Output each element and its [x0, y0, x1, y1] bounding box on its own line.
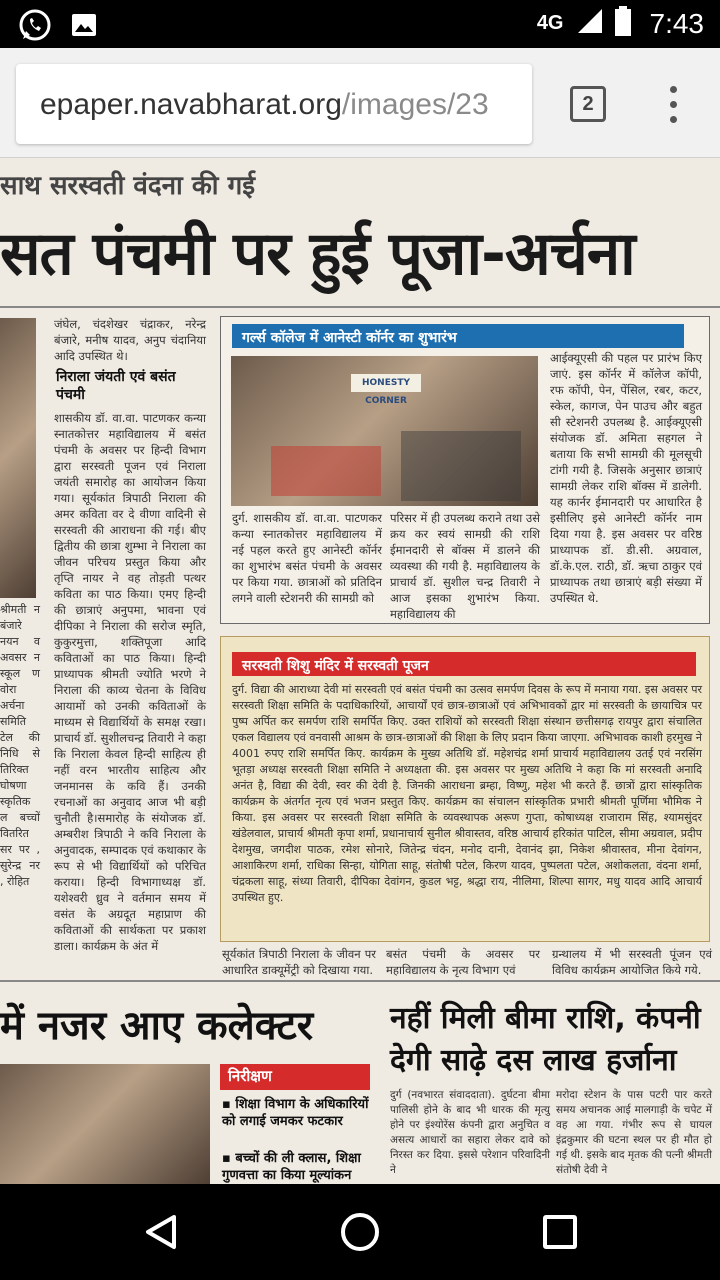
strip-col2: बसंत पंचमी के अवसर पर महाविद्यालय के नृत्य विभाग एवं: [386, 947, 540, 977]
edge-photo: [0, 318, 36, 598]
whatsapp-icon: [18, 8, 52, 46]
insurance-col1: दुर्ग (नवभारत संवाददाता). दुर्घटना बीमा पालिसी होने के बाद भी धारक की मृत्यु होने पर इंश्योरेंस कंपनी द्वारा अनुचित व असत्य आधारों का सहारा लेकर दावे को निरस्त कर दिया. इससे परेशान परिवादिनी ने: [390, 1089, 550, 1176]
classroom-photo: [0, 1064, 210, 1184]
strip-col3: ग्रन्थालय में भी सरस्वती पूंजन एवं विविध कार्यक्रम आयोजित किये गये.: [552, 947, 712, 977]
browser-toolbar: [0, 48, 720, 158]
battery-icon: [614, 6, 632, 41]
honesty-corner-sign: HONESTY CORNER: [351, 374, 421, 392]
tab-switcher-button[interactable]: 2: [570, 86, 606, 122]
box1-title: गर्ल्स कॉलेज में आनेस्टी कॉर्नर का शुभारंभ: [232, 324, 684, 348]
edge-column-text: श्रीमती न बंजारे नयन व अवसर न स्कूल ण वोरा अर्चना समिति टेल की निधि से तिरिक्त घोषणा स्कृतिक ल बच्चों वितरित सर पर , सुरेन्द्र नर , रोहित: [0, 603, 40, 888]
clock: 7:43: [649, 7, 704, 39]
url-domain: epaper.navabharat.org: [40, 88, 342, 121]
left-subhead: निराला जंयती एवं बसंत पंचमी: [56, 369, 176, 403]
status-bar: [0, 0, 720, 48]
epaper-image[interactable]: [0, 158, 720, 1184]
url-bar[interactable]: [16, 64, 532, 144]
insurance-col2: मरोदा स्टेशन के पास पटरी पार करते समय अचानक आई मालगाड़ी के चपेट में वह आ गया. गंभीर रूप से घायल इंद्रकुमार की घटना स्थल पर ही मौत हो गई थी. इसके बाद मृतक की पत्नी श्रीमती संतोषी देवी ने: [556, 1089, 712, 1176]
bullet-1: ▪ शिक्षा विभाग के अधिकारियों को लगाई जमकर फटकार: [222, 1097, 369, 1129]
insurance-headline-2: देगी साढ़े दस लाख हर्जाना: [390, 1043, 677, 1078]
navigation-bar: [0, 1184, 720, 1280]
left-column-top: जंघेल, चंदशेखर चंद्राकर, नरेन्द्र बंजारे, मनीष यादव, अनुप चंदानिया आदि उपस्थित थे।: [54, 317, 206, 363]
overflow-menu-icon[interactable]: [654, 86, 694, 126]
signal-icon: [576, 7, 604, 40]
box2-title: सरस्वती शिशु मंदिर में सरस्वती पूजन: [232, 652, 696, 676]
box1-caption-col1: दुर्ग. शासकीय डॉ. वा.वा. पाटणकर कन्या स्नातकोत्तर महाविद्यालय में नई पहल करते हुए आनेस्टी कॉर्नर का शुभारंभ बसंत पंचमी के अवसर पर किया गया. छात्राओं को प्रतिदिन लगने वाली स्टेशनरी की सामग्री को: [232, 511, 382, 605]
gallery-icon: [70, 11, 98, 43]
box1-caption-col2: परिसर में ही उपलब्ध कराने तथा उसे क्रय कर स्वयं सामग्री की राशि ईमानदारी से बॉक्स में डालने की व्यवस्था की गयी है. महाविद्यालय के प्राचार्य डॉ. सुशील चन्द्र तिवारी ने आज इसका शुभारंभ किया. महाविद्यालय की: [390, 511, 540, 621]
box2-body: दुर्ग. विद्या की आराध्या देवी मां सरस्वती एवं बसंत पंचमी का उत्सव समर्पण दिवस के रूप में मनाया गया. इस अवसर पर सरस्वती शिक्षा समिति के पदाधिकारियों, आचार्यों एवं छात्र-छात्राओं एवं अभिभावकों द्वार मां सरस्वती के छायाचित्र पर पुष्प अर्पित कर समर्पण राशि समर्पित किए. उक्त राशियों को सरस्वती शिक्षा संस्थान छत्तीसगढ़ रायपुर द्वारा संचालित एकल विद्यालय एवं वनवासी आश्रम के छात्र-छात्राओं की शिक्षा के लिए प्रदान किया जाएगा. अभिभावक काशी हरमुख ने 4001 रुपए राशि समर्पित किए. कार्यक्रम के मुख्य अतिथि डॉ. महेशचंद्र शर्मा प्राचार्य महाविद्यालय उतई एवं नरसिंग भूतड़ा अध्यक्ष सरस्वती शिक्षा समिति ने अध्यक्षता की. इस अवसर पर मुख्य अतिथि ने कहा कि मां सरस्वती अनादि अनंत है, विद्या की देवी, स्वर की देवी है. जिनकी आराधना ब्रम्हा, विष्णु, महेश भी करते हैं. छात्रों द्वारा सांस्कृतिक कार्यक्रम के अंतर्गत नृत्य एवं भजन प्रस्तुत किए. कार्यक्रम का संचालन सांस्कृतिक प्रभारी श्रीमती पूर्णिमा भौमिक ने किया. इस अवसर पर सरस्वती शिक्षा समिति के व्यवस्थापक अरूण गुप्ता, कोषाध्यक्ष राजाराम सिंह, श्यामसुंदर खंडेलवाल, प्राचार्य श्रीमती कृपा शर्मा, प्रधानाचार्य सुनील श्रीवास्तव, वरिष्ठ आचार्य हरिकांत पाटिल, सीमा अग्रवाल, प्रदीप देशमुख, जगदीश पाठक, रमेश सोनारे, जितेन्द्र चंदन, मनोद दानी, देवानंद झा, निकेश श्रीवास्तव, मीना देवांगन, आशाकिरण शर्मा, राधिका सिन्हा, योगिता साहू, संतोषी पटेल, किरण यादव, पुष्पलता पटेल, अशोकलता, वंदना शर्मा, चंद्रकला साहू, संध्या तिवारी, दीपिका देवांगन, कुडल भट्ट, श्रद्धा राय, नीलिमा, शिल्पा सागर, मधु यादव आदि आचार्य उपस्थित हुए.: [232, 683, 702, 904]
box1-side-text: आईक्यूएसी की पहल पर प्रारंभ किए जाएं. इस कॉर्नर में कॉलेज कॉपी, रफ कॉपी, पेन, पेंसिल, रबर, कटर, स्केल, कागज, पेन पाउच और बहुत सी स्टेशनरी उपलब्ध है. आईक्यूएसी संयोजक डॉ. अमिता सहगल ने बताया कि सभी सामग्री की मूलसूची टांगी गयी है. जिसके अनुसार छात्राएं सामग्री लेकर राशि बॉक्स में डालेगी. यह कार्नर ईमानदारी पर आधारित है इसीलिए इसे आनेस्टी कॉर्नर नाम दिया गया है. इस अवसर पर वरिष्ठ प्राध्यापक डॉ. डी.सी. अग्रवाल, डॉ.के.एल. राठी, डॉ. ऋचा ठाकुर एवं प्राध्यापक तथा छात्राएं बड़ी संख्या में उपस्थित थे.: [550, 351, 702, 605]
collector-headline: में नजर आए कलेक्टर: [0, 1003, 314, 1049]
bullet-2: ▪ बच्चों की ली क्लास, शिक्षा गुणवत्ता का किया मूल्यांकन: [222, 1151, 361, 1183]
network-type: 4G: [536, 12, 564, 34]
kicker: साथ सरस्वती वंदना की गई: [0, 171, 255, 201]
insurance-headline-1: नहीं मिली बीमा राशि, कंपनी: [390, 1001, 701, 1036]
honesty-corner-photo: [231, 356, 538, 506]
back-icon[interactable]: [144, 1214, 178, 1250]
url-path: /images/23: [341, 88, 489, 121]
bullet-1-text: शिक्षा विभाग के अधिकारियों को लगाई जमकर फटकार: [222, 1097, 369, 1129]
inspection-tag: निरीक्षण: [220, 1064, 370, 1090]
bullet-2-text: बच्चों की ली क्लास, शिक्षा गुणवत्ता का किया मूल्यांकन: [222, 1151, 361, 1183]
divider: [0, 306, 720, 308]
home-icon[interactable]: [341, 1213, 379, 1251]
main-headline: सत पंचमी पर हुई पूजा-अर्चना: [0, 219, 635, 289]
divider: [0, 980, 720, 982]
recents-icon[interactable]: [543, 1215, 577, 1249]
left-column-body: शासकीय डॉ. वा.वा. पाटणकर कन्या स्नातकोत्तर महाविद्यालय में बसंत पंचमी के अवसर पर हिन्दी विभाग द्वारा सरस्वती पूजन एवं निराला जयंती समारोह का आयोजन किया गया। सूर्यकांत त्रिपाठी निराला की अमर कविता वर दे वीणा वादिनी से सरस्वती की आराधना की गई। बीए द्वितीय की छात्रा शुम्भा ने निराला का जीवन परिचय प्रस्तुत किया और तृप्ति नायर ने वह तोड़ती पत्थर कविता का पाठ किया। एमए हिन्दी की छात्राएं अनुपमा, भावना एवं दीपिका ने निराला की सरोज स्मृति, कुकुरमुत्ता, शक्तिपूजा आदि कविताओं का पाठ किया। हिन्दी प्राध्यापक श्रीमती ज्योति भरणे ने निराला की काव्य चेतना के विविध आयामों को उनकी कविताओं के माध्यम से विद्यार्थियों के समक्ष रखा। प्राचार्य डॉ. सुशीलचन्द्र तिवारी ने कहा कि निराला केवल हिन्दी साहित्य ही नहीं वरन भारतीय साहित्य और जनमानस के कवि हैं। उनकी रचनाओं का अनुवाद आज भी बड़ी चुनौती है।समारोह के संयोजक डॉ. अम्बरीश त्रिपाठी ने कवि निराला के अनुवादक, सम्पादक एवं कथाकार के रूप से भी विद्यार्थियों को परिचित कराया। हिन्दी विभागाध्यक्ष डॉ. यशेश्वरी ध्रुव ने वर्तमान समय में वसंत के अग्रदूत महाप्राण की कविताओं की सार्थकता पर प्रकाश डाला। कार्यक्रम के अंत में: [54, 411, 206, 953]
strip-col1: सूर्यकांत त्रिपाठी निराला के जीवन पर आधारित डाक्यूमेंट्री को दिखाया गया.: [222, 947, 376, 977]
